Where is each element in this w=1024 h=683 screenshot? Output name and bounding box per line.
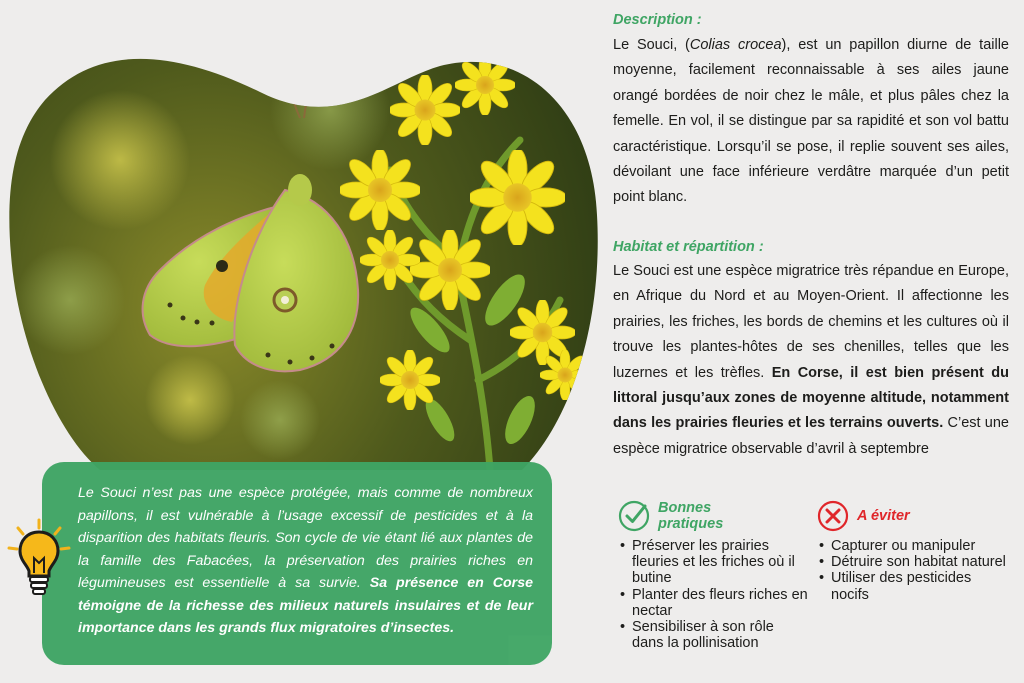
description-text: [613, 33, 1009, 211]
list-item: • Sensibiliser à son rôle dans la pollinisation: [618, 619, 808, 651]
latin-name: Colias crocea: [689, 37, 782, 53]
good-practices-title-line1: Bonnes: [658, 500, 712, 516]
avoid-title: A éviter: [857, 508, 910, 524]
list-item: • Préserver les prairies fleuries et les friches où il butine: [618, 538, 808, 587]
habitat-text-part2: C’est une espèce migratrice observable d’avril à septembre: [613, 415, 1009, 457]
avoid-header: [817, 500, 1007, 532]
lightbulb-icon: [6, 518, 72, 600]
habitat-title: Habitat et répartition :: [613, 239, 764, 255]
habitat-text-bold: En Corse, il est bien présent du littoral jusqu’aux zones de moyenne altitude, notamment dans les prairies fleuries et les terrains ouverts.: [613, 364, 1009, 432]
list-item: • Capturer ou manipuler: [817, 538, 1007, 554]
good-practices-header: [618, 500, 808, 532]
good-practices-title-line2: pratiques: [658, 516, 724, 532]
habitat-text: [613, 259, 1009, 462]
list-item: • Utiliser des pesticides nocifs: [817, 570, 1007, 602]
info-box-text-bold: Sa présence en Corse témoigne de la richesse des milieux naturels insulaires et de leur importance dans les grands flux migratoires d’insectes.: [78, 575, 533, 636]
cross-circle-icon: [817, 500, 849, 532]
good-practices-list: [618, 538, 808, 651]
description-text-part2: ), est un papillon diurne de taille moyenne, facilement reconnaissable à ses ailes jaune orangé bordées de noir chez le mâle, et plus pâles chez la femelle. En vol, il se distingue par sa rapidité et son vol battu caractéristique. Lorsqu’il se pose, il replie souvent ses ailes, dévoilant une face inférieure verdâtre marquée d’un petit point blanc.: [613, 37, 1009, 206]
avoid-practices: [817, 500, 1007, 603]
list-item: • Détruire son habitat naturel: [817, 554, 1007, 570]
info-box-text: [78, 482, 533, 640]
avoid-list: [817, 538, 1007, 603]
info-box-text-regular: Le Souci n’est pas une espèce protégée, mais comme de nombreux papillons, il est vulnérable à l’usage excessif de pesticides et à la disparition des habitats fleuris. Son cycle de vie étant lié aux plantes de la famille des Fabacées, la préservation des prairies riches en légumineuses est essentielle à sa survie.: [78, 485, 533, 591]
description-text-part1: Le Souci, (: [613, 37, 690, 53]
check-circle-icon: [618, 500, 650, 532]
description-title: Description :: [613, 12, 702, 28]
good-practices: [618, 500, 808, 651]
list-item: • Planter des fleurs riches en nectar: [618, 587, 808, 619]
good-practices-title: [658, 500, 723, 532]
habitat-text-part1: Le Souci est une espèce migratrice très répandue en Europe, en Afrique du Nord et au Moyen-Orient. Il affectionne les prairies, les friches, les bords de chemins et les cultures où il trouve les plantes-hôtes de ses chenilles, telles que les luzernes et les trèfles.: [613, 263, 1009, 381]
info-box: [42, 462, 552, 665]
